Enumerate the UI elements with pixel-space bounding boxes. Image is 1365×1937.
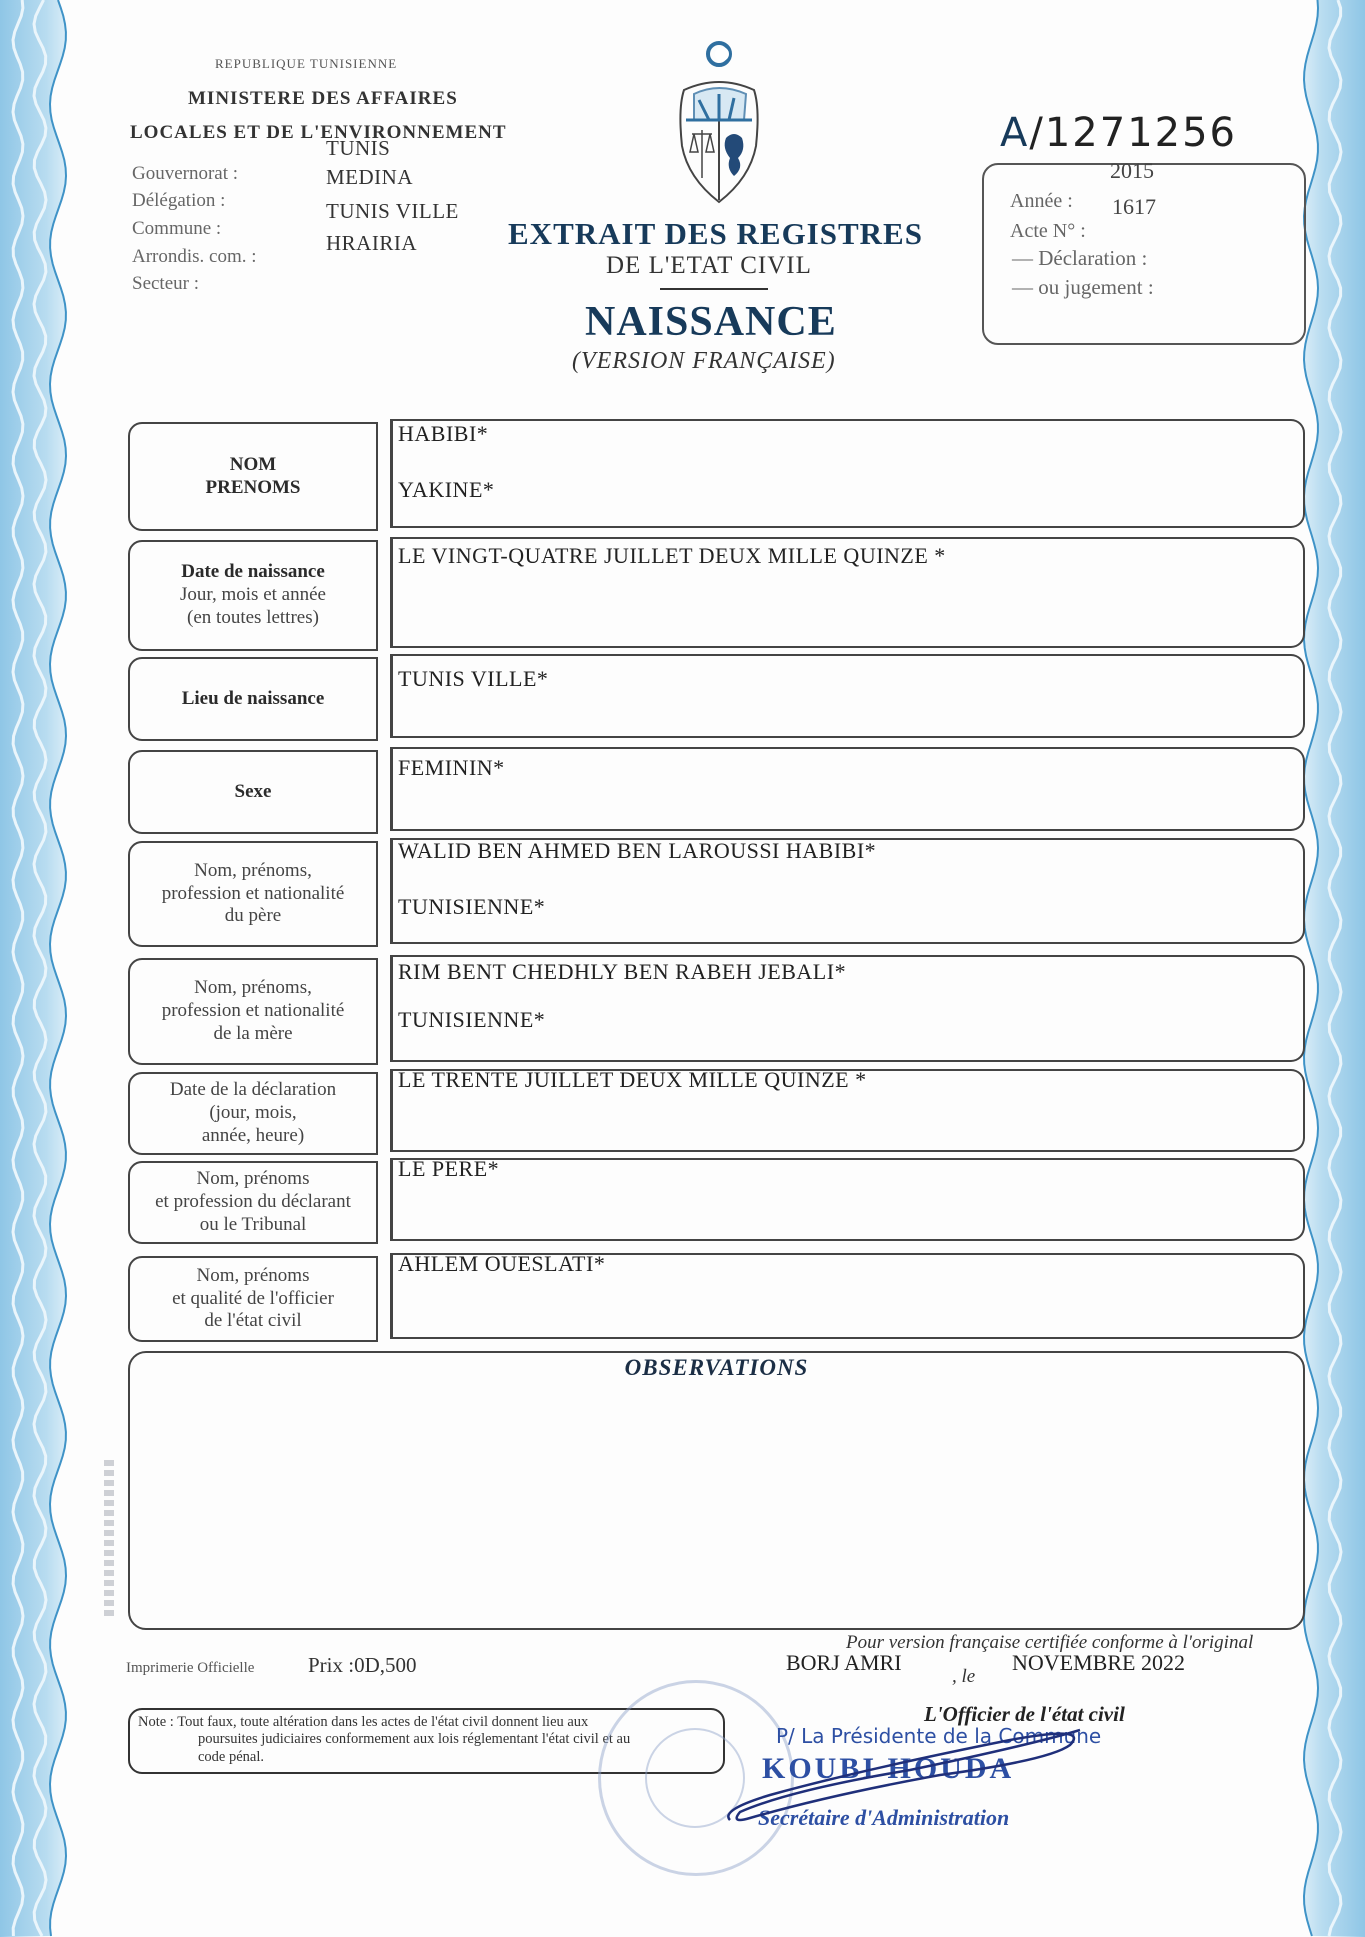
commune-value: TUNIS VILLE <box>326 199 459 223</box>
row-label-line: Nom, prénoms, <box>194 859 312 881</box>
jugement-label: — ou jugement : <box>1012 275 1154 299</box>
row-label-line: ou le Tribunal <box>199 1213 307 1235</box>
document-version: (VERSION FRANÇAISE) <box>572 348 836 374</box>
row-value-line: AHLEM OUESLATI* <box>398 1251 606 1276</box>
row-value <box>390 1253 1305 1339</box>
row-value-line: WALID BEN AHMED BEN LAROUSSI HABIBI* <box>398 838 877 863</box>
row-label-line: Date de la déclaration <box>169 1079 337 1101</box>
row-value-line: HABIBI* <box>398 421 489 446</box>
row-value <box>390 654 1305 738</box>
officer-title: L'Officier de l'état civil <box>924 1702 1125 1726</box>
observations-title: OBSERVATIONS <box>624 1355 809 1380</box>
row-label-line: Nom, prénoms <box>196 1264 310 1286</box>
place-of-issue: BORJ AMRI <box>786 1650 902 1675</box>
ministry-line-2: LOCALES ET DE L'ENVIRONNEMENT <box>130 122 507 143</box>
ministry-line-1: MINISTERE DES AFFAIRES <box>188 88 458 109</box>
annee-label: Année : <box>1010 190 1073 212</box>
delegation-value: MEDINA <box>326 165 413 189</box>
document-title: EXTRAIT DES REGISTRES <box>508 216 923 251</box>
row-label <box>128 1256 378 1342</box>
row-label-line: Date de naissance <box>181 561 325 583</box>
row-label-line: année, heure) <box>201 1124 305 1146</box>
row-label-line: Lieu de naissance <box>181 687 325 709</box>
gouvernorat-label: Gouvernorat : <box>132 163 239 184</box>
acte-number-label: Acte N° : <box>1010 220 1086 242</box>
row-label <box>128 750 378 834</box>
row-value <box>390 838 1305 944</box>
certification-text: Pour version française certifiée conforme à l'original <box>846 1632 1254 1653</box>
annee-value: 2015 <box>1110 158 1154 183</box>
row-label <box>128 657 378 741</box>
row-value <box>390 955 1305 1062</box>
arrondissement-value: HRAIRIA <box>326 231 417 255</box>
date-prefix: , le <box>952 1666 976 1687</box>
note-line-1: Tout faux, toute altération dans les actes de l'état civil donnent lieu aux <box>177 1714 589 1730</box>
imprimerie-label: Imprimerie Officielle <box>126 1660 255 1676</box>
delegation-label: Délégation : <box>132 190 226 211</box>
row-value-line: TUNISIENNE* <box>398 1007 546 1032</box>
row-value <box>390 747 1305 831</box>
row-label-line: et profession du déclarant <box>155 1191 351 1213</box>
row-value-line: FEMININ* <box>398 755 505 780</box>
row-label <box>128 958 378 1065</box>
commune-label: Commune : <box>132 218 222 239</box>
row-label-line: (en toutes lettres) <box>187 606 319 628</box>
stamp-role: Secrétaire d'Administration <box>758 1805 1010 1830</box>
row-label <box>128 540 378 651</box>
row-label-line: Sexe <box>234 780 272 802</box>
row-label-line: profession et nationalité <box>161 1000 345 1022</box>
title-divider <box>660 288 768 290</box>
stamp-title: P/ La Présidente de la Commune <box>776 1724 1102 1748</box>
row-value-line: TUNIS VILLE* <box>398 666 549 691</box>
signature-icon <box>710 1700 1110 1830</box>
secteur-label: Secteur : <box>132 273 200 294</box>
row-value <box>390 537 1305 648</box>
declaration-label: — Déclaration : <box>1012 246 1148 270</box>
row-label-line: Nom, prénoms, <box>194 977 312 999</box>
serial-number <box>1000 110 1237 156</box>
row-value-line: TUNISIENNE* <box>398 894 546 919</box>
printer-mark <box>104 1460 114 1620</box>
row-value-line: YAKINE* <box>398 477 495 502</box>
row-value-line: LE PERE* <box>398 1156 500 1181</box>
issue-date: NOVEMBRE 2022 <box>1012 1650 1185 1675</box>
row-label <box>128 1161 378 1244</box>
guilloche-border-right <box>1303 0 1365 1937</box>
row-label-line: (jour, mois, <box>209 1102 297 1124</box>
guilloche-border-left <box>0 0 70 1937</box>
arrondissement-label: Arrondis. com. : <box>132 246 257 267</box>
row-label-line: Jour, mois et année <box>180 584 326 606</box>
row-value <box>390 1158 1305 1241</box>
price-label: Prix :0D,500 <box>308 1653 417 1677</box>
note-label: Note : <box>138 1714 174 1730</box>
row-value <box>390 419 1305 528</box>
serial-digits: /1271256 <box>1029 110 1237 156</box>
row-label-line: et qualité de l'officier <box>172 1287 334 1309</box>
note-line-2: poursuites judiciaires conformement aux lois réglementant l'état civil et au <box>198 1731 631 1748</box>
row-label <box>128 422 378 531</box>
row-value-line: RIM BENT CHEDHLY BEN RABEH JEBALI* <box>398 959 847 984</box>
serial-prefix: A <box>1000 110 1030 156</box>
gouvernorat-value: TUNIS <box>326 136 391 160</box>
row-label <box>128 841 378 947</box>
tunisia-coat-of-arms-icon <box>664 38 774 208</box>
document-type: NAISSANCE <box>585 299 837 345</box>
row-label-line: du père <box>224 905 282 927</box>
row-label <box>128 1072 378 1155</box>
row-label-line: de l'état civil <box>204 1310 302 1332</box>
row-label-line: de la mère <box>213 1022 293 1044</box>
row-label-line: NOM <box>229 453 277 475</box>
acte-number-value: 1617 <box>1112 194 1156 219</box>
stamp-name: KOUBI HOUDA <box>762 1752 1015 1785</box>
row-value-line: LE TRENTE JUILLET DEUX MILLE QUINZE * <box>398 1067 867 1092</box>
document-subtitle: DE L'ETAT CIVIL <box>606 252 812 279</box>
note-line-3: code pénal. <box>198 1748 265 1765</box>
row-label-line: Nom, prénoms <box>196 1168 310 1190</box>
row-label-line: PRENOMS <box>205 476 301 498</box>
observations-box <box>128 1351 1305 1630</box>
row-value <box>390 1069 1305 1152</box>
republic-label: REPUBLIQUE TUNISIENNE <box>215 56 398 71</box>
row-label-line: profession et nationalité <box>161 882 345 904</box>
row-value-line: LE VINGT-QUATRE JUILLET DEUX MILLE QUINZE * <box>398 543 946 568</box>
